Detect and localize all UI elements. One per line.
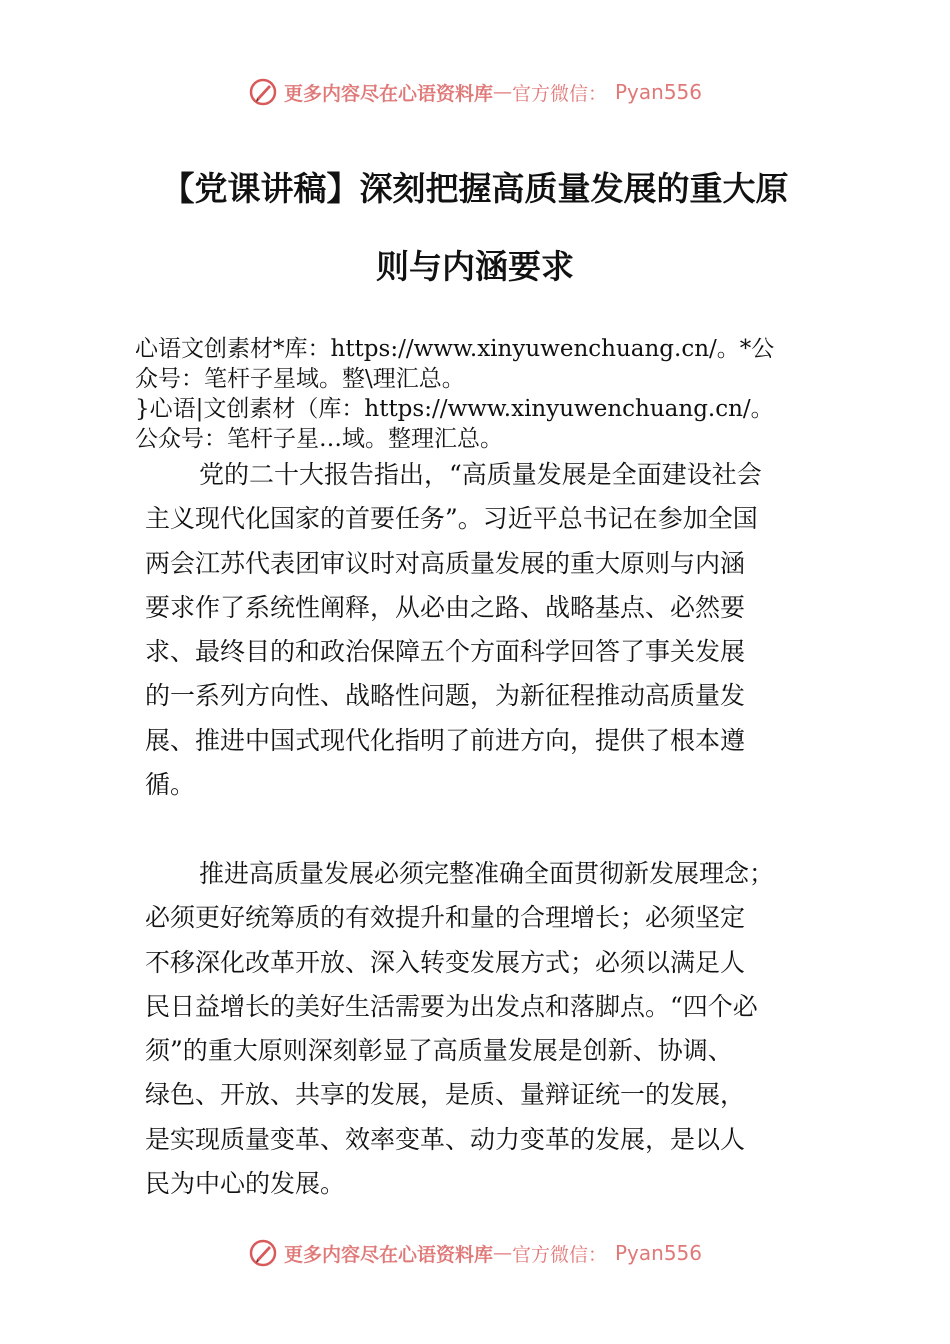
paragraph-line: 绿色、开放、共享的发展，是质、量辩证统一的发展， [145, 1080, 746, 1110]
banner-dash: — [492, 1242, 512, 1264]
banner-wechat-id: Pyan556 [615, 1241, 703, 1265]
banner-brand-text: 更多内容尽在心语资料库 [283, 82, 493, 105]
paragraph-line: 不移深化改革开放、深入转变发展方式；必须以满足人 [145, 947, 746, 977]
paragraph-line: 党的二十大报告指出，“高质量发展是全面建设社会 [199, 460, 762, 489]
footer-watermark-banner [0, 1233, 950, 1273]
paragraph-line: 的一系列方向性、战略性问题，为新征程推动高质量发 [145, 681, 746, 711]
source-notice [135, 334, 855, 454]
paragraph-line: 是实现质量变革、效率变革、动力变革的发展，是以人 [145, 1124, 746, 1154]
paragraph-line: 民日益增长的美好生活需要为出发点和落脚点。“四个必 [145, 991, 758, 1021]
banner-brand-text: 更多内容尽在心语资料库 [283, 1243, 493, 1266]
banner-wechat-label: 官方微信： [511, 82, 607, 105]
paragraph-line: 循。 [145, 770, 196, 800]
pen-logo-icon [248, 77, 278, 107]
title-line: 则与内涵要求 [376, 247, 574, 286]
pen-logo-icon [248, 1238, 278, 1268]
paragraph-line: 民为中心的发展。 [145, 1169, 346, 1199]
source-line: 众号：笔杆子星域。整\理汇总。 [135, 366, 465, 392]
paragraph-line: 展、推进中国式现代化指明了前进方向，提供了根本遵 [145, 725, 746, 755]
source-line: }心语|文创素材（库：https://www.xinyuwenchuang.cn/。 [135, 396, 774, 422]
paragraph-line: 求、最终目的和政治保障五个方面科学回答了事关发展 [145, 637, 746, 667]
paragraph-line: 要求作了系统性阐释，从必由之路、战略基点、必然要 [145, 592, 746, 622]
paragraph-line: 主义现代化国家的首要任务”。习近平总书记在参加全国 [145, 504, 758, 534]
source-line: 心语文创素材*库：https://www.xinyuwenchuang.cn/。*公 [135, 336, 775, 362]
paragraph-2 [145, 852, 810, 1206]
document-title [60, 150, 890, 306]
title-line: 【党课讲稿】深刻把握高质量发展的重大原 [161, 169, 789, 208]
banner-wechat-label: 官方微信： [511, 1243, 607, 1266]
paragraph-line: 须”的重大原则深刻彰显了高质量发展是创新、协调、 [145, 1036, 733, 1066]
paragraph-line: 推进高质量发展必须完整准确全面贯彻新发展理念； [199, 859, 775, 888]
paragraph-line: 两会江苏代表团审议时对高质量发展的重大原则与内涵 [145, 548, 746, 578]
banner-dash: — [492, 81, 512, 103]
header-watermark-banner [0, 72, 950, 112]
banner-wechat-id: Pyan556 [615, 80, 703, 104]
paragraph-line: 必须更好统筹质的有效提升和量的合理增长；必须坚定 [145, 903, 746, 933]
source-line: 公众号：笔杆子星…域。整理汇总。 [135, 426, 503, 452]
paragraph-1 [145, 453, 810, 807]
